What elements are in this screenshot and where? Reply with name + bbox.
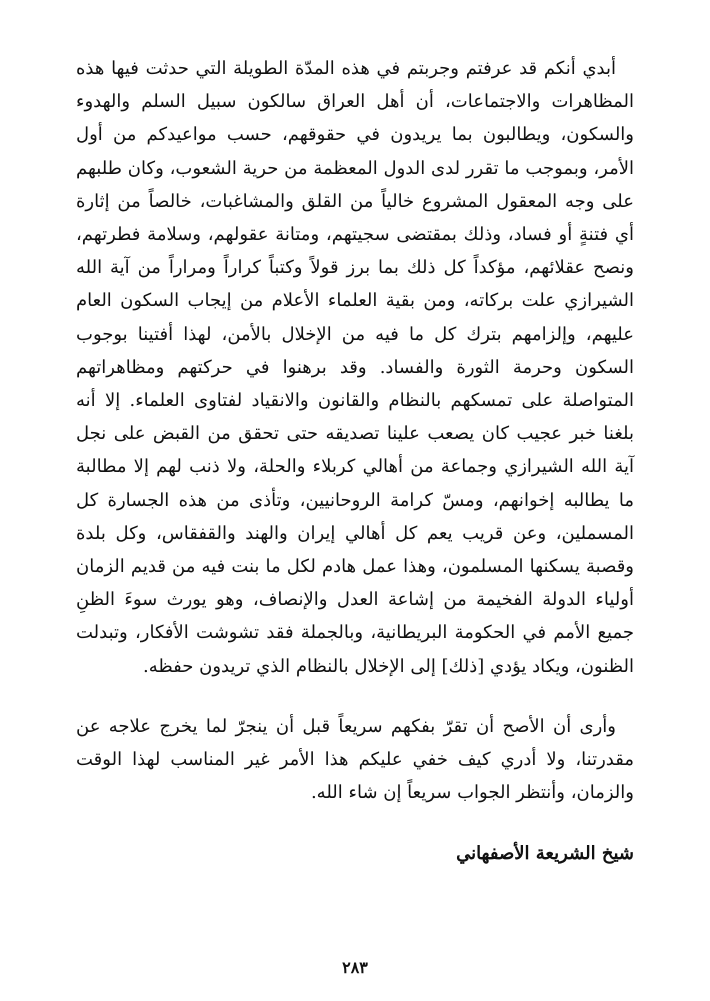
- body-paragraph-1: أبدي أنكم قد عرفتم وجربتم في هذه المدّة الطويلة التي حدثت فيها هذه المظاهرات والاجتماعات، أن أهل العراق سالكون سبيل السلم والهدوء والسكون، ويطالبون بما يريدون في حقوقهم، حسب مواعيدكم من أول الأمر، وبموجب ما تقرر لدى الدول المعظمة من حرية الشعوب، وكان طلبهم على وجه المعقول المشروع خالياً من القلق والمشاغبات، خالصاً من إثارة أي فتنةٍ أو فساد، وذلك بمقتضى سجيتهم، ومتانة عقولهم، وسلامة فطرتهم، ونصح عقلائهم، مؤكداً كل ذلك بما برز قولاً وكتباً كراراً ومراراً من آية الله الشيرازي علت بركاته، ومن بقية العلماء الأعلام من إيجاب السكون العام عليهم، وإلزامهم بترك كل ما فيه من الإخلال بالأمن، لهذا أفتينا بوجوب السكون وحرمة الثورة والفساد. وقد برهنوا في حركتهم ومظاهراتهم المتواصلة على تمسكهم بالنظام والقانون والانقياد لفتاوى العلماء. إلا أنه بلغنا خبر عجيب كان يصعب علينا تصديقه حتى تحقق من القبض على نجل آية الله الشيرازي وجماعة من أهالي كربلاء والحلة، ولا ذنب لهم إلا مطالبة ما يطالبه إخوانهم، ومسّ كرامة الروحانيين، وتأذى من هذه الجسارة كل المسملين، وعن قريب يعم كل أهالي إيران والهند والقفقاس، وكل بلدة وقصبة يسكنها المسلمون، وهذا عمل هادم لكل ما بنت فيه من قديم الزمان أولياء الدولة الفخيمة من إشاعة العدل والإنصاف، وهو يورث سوءَ الظنِ جميع الأمم في الحكومة البريطانية، وبالجملة فقد تشوشت الأفكار، وتبدلت الظنون، ويكاد يؤدي [ذلك] إلى الإخلال بالنظام الذي تريدون حفظه.: [76, 58, 634, 677]
- body-paragraph-2: وأرى أن الأصح أن تقرّ بفكهم سريعاً قبل أن ينجرّ لما يخرج علاجه عن مقدرتنا، ولا أدري كيف خفي عليكم هذا الأمر غير المناسب لهذا الوقت والزمان، وأنتظر الجواب سريعاً إن شاء الله.: [76, 715, 634, 804]
- document-page: [76, 52, 634, 869]
- signature: شيخ الشريعة الأصفهاني: [456, 843, 634, 865]
- page-number: ٢٨٣: [342, 958, 368, 977]
